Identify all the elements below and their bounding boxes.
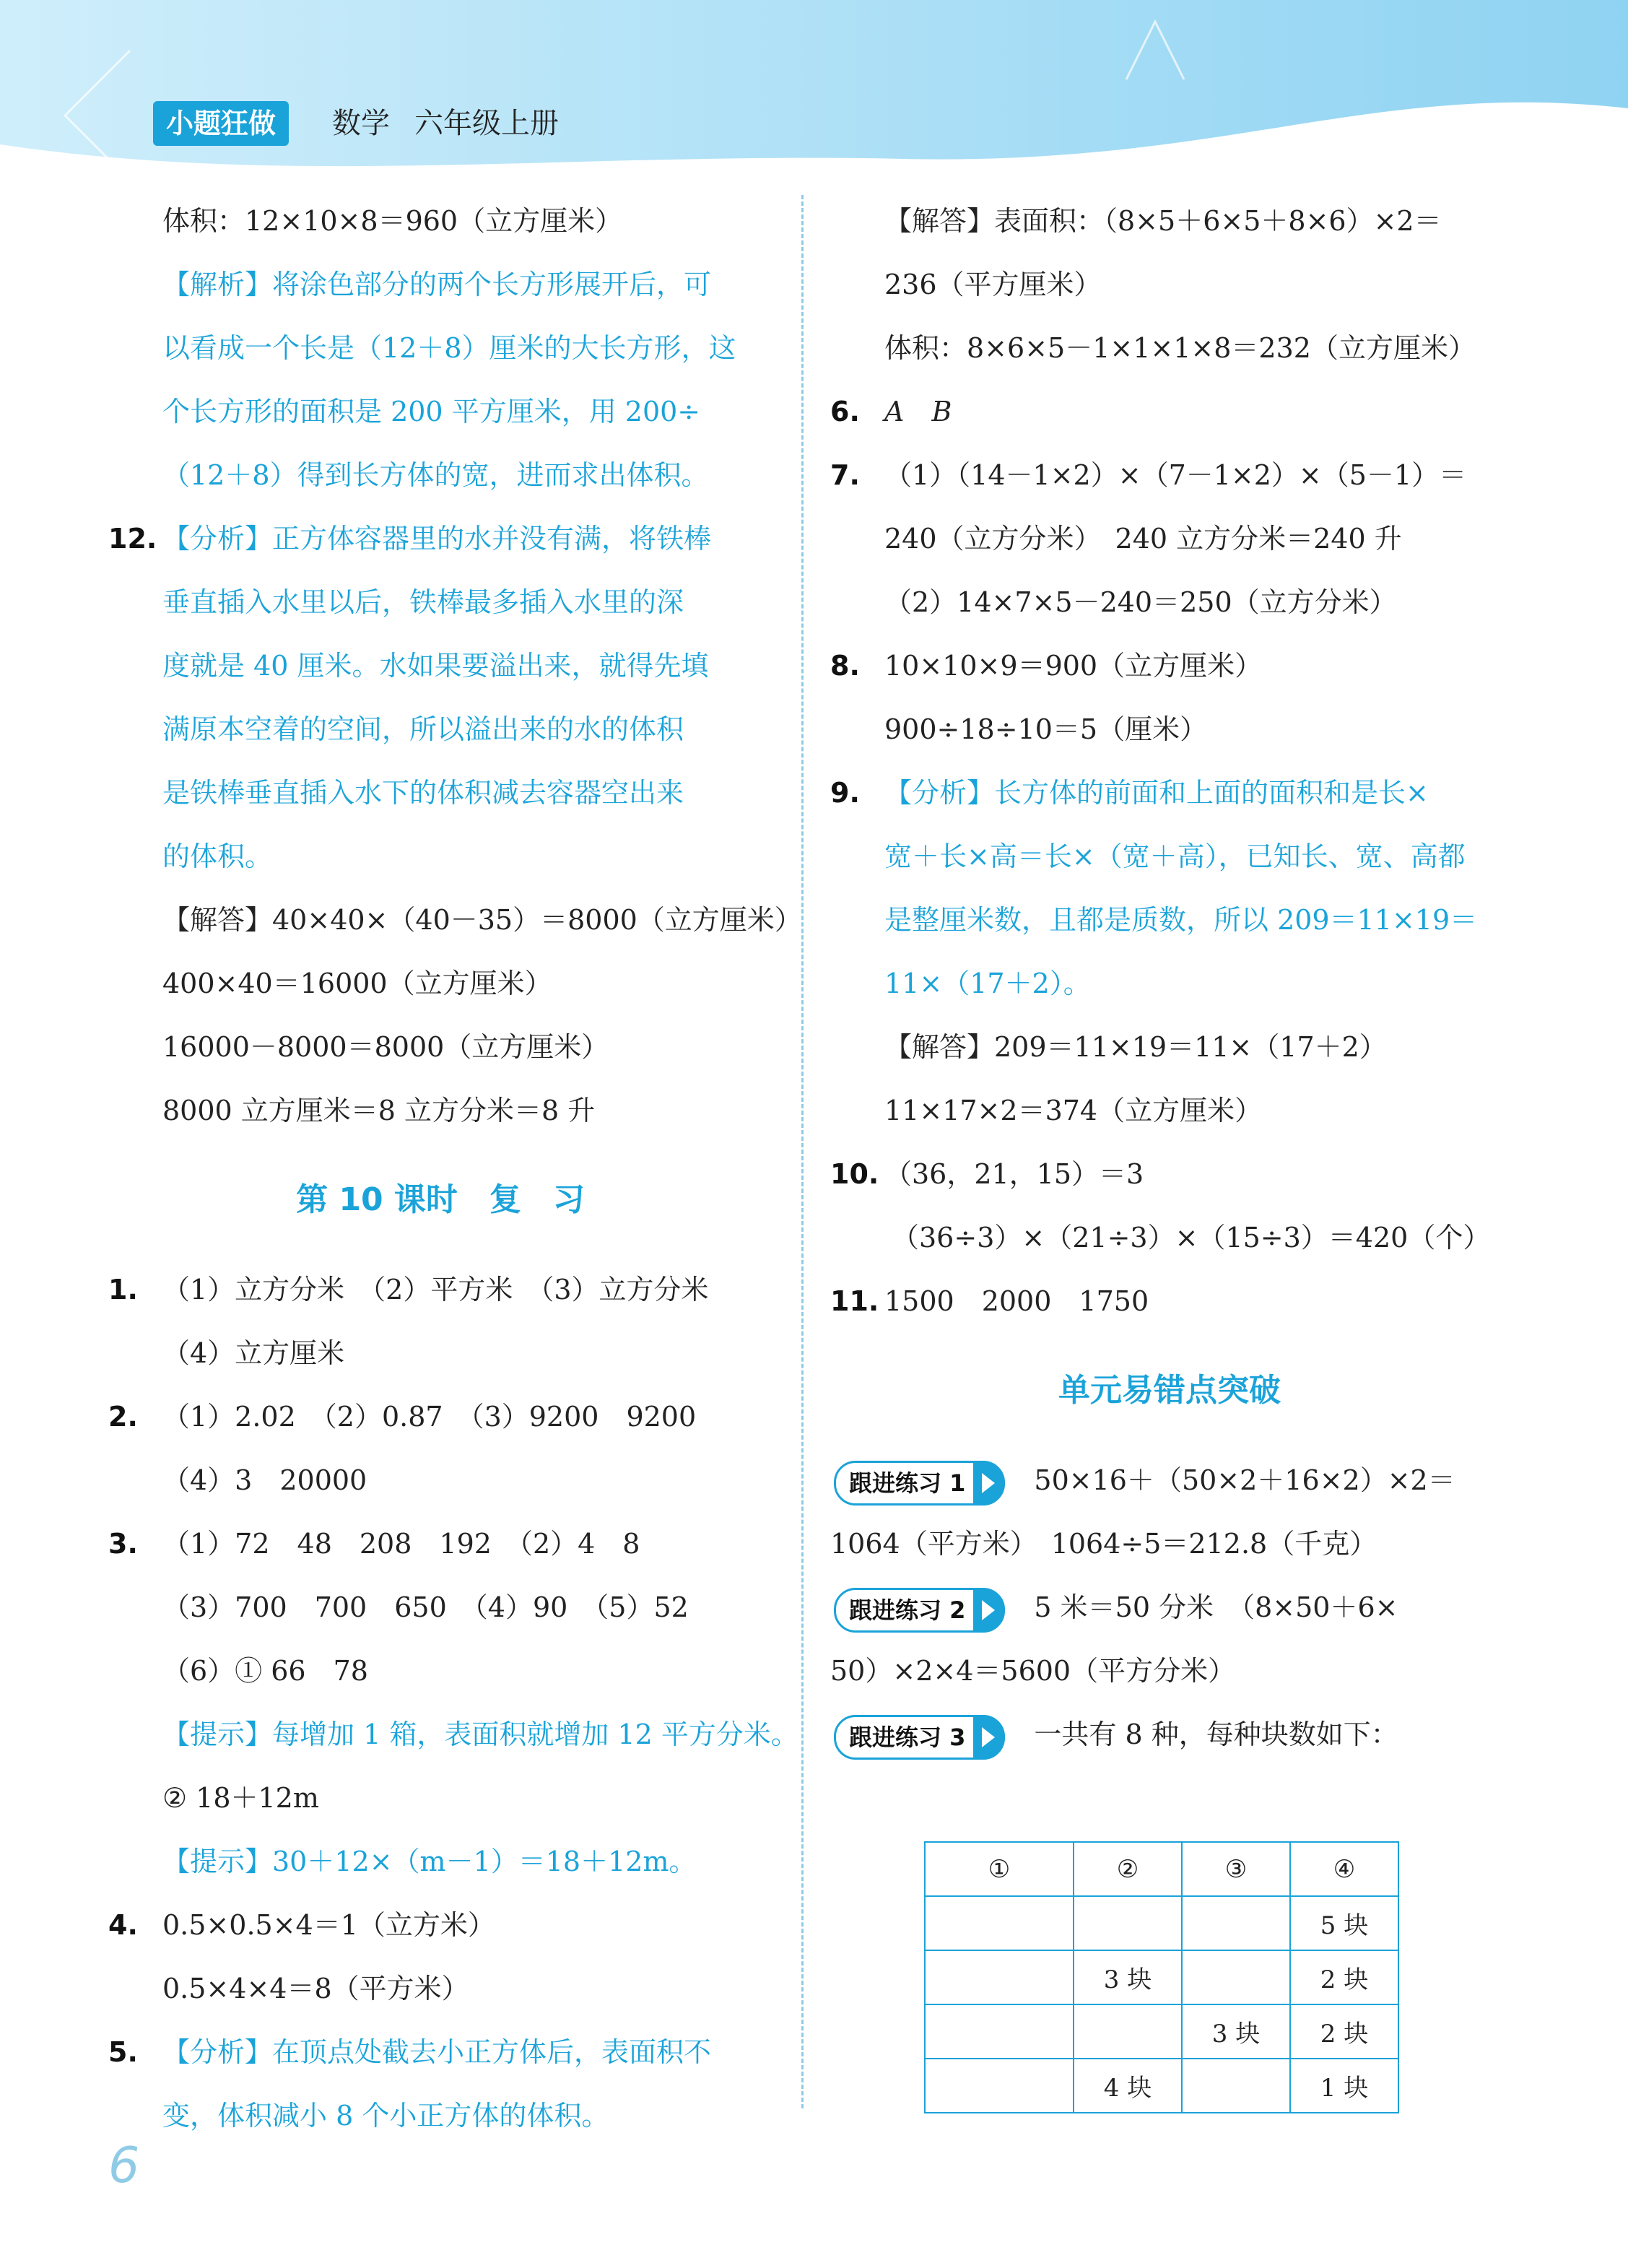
analysis-text: 【分析】长方体的前面和上面的面积和是长×	[884, 777, 1429, 809]
answer-line: 1064（平方米） 1064÷5＝212.8（千克）	[830, 1528, 1377, 1560]
answer-line: （4）立方厘米	[162, 1337, 345, 1369]
table-cell: 5 块	[1290, 1896, 1398, 1950]
section-heading-review: 第 10 课时 复 习	[296, 1181, 585, 1218]
table-cell	[925, 1950, 1074, 2004]
answer-line: 【解答】40×40×（40－35）＝8000（立方厘米）	[162, 904, 802, 936]
book-title	[332, 101, 583, 146]
volume-line: 体积：12×10×8＝960（立方厘米）	[162, 205, 623, 237]
arrow-right-icon	[973, 1715, 1005, 1760]
answer-line: 8000 立方厘米＝8 立方分米＝8 升	[162, 1095, 596, 1126]
table-row	[925, 2004, 1398, 2059]
answer-line: （4）3 20000	[162, 1464, 367, 1496]
table-row	[925, 1896, 1398, 1950]
answer-line: （2）14×7×5－240＝250（立方分米）	[884, 586, 1397, 618]
table-cell	[1182, 1950, 1290, 2004]
question-4	[108, 1893, 772, 1957]
question-8	[830, 634, 1509, 698]
left-column	[108, 189, 802, 2147]
analysis-line: 是整厘米数，且都是质数，所以 209＝11×19＝	[884, 904, 1478, 936]
table-row	[925, 2059, 1398, 2113]
answer-line: 0.5×4×4＝8（平方米）	[162, 1973, 469, 2004]
answer-line: 50）×2×4＝5600（平方分米）	[830, 1655, 1236, 1687]
question-3	[108, 1512, 772, 1576]
grade-label: 六年级上册	[414, 107, 559, 140]
arrow-right-icon	[973, 1461, 1005, 1506]
hint-line: 【提示】30＋12×（m－1）＝18＋12m。	[162, 1846, 697, 1877]
table-cell: 2 块	[1290, 2004, 1398, 2059]
table-cell	[1074, 2004, 1182, 2059]
answer-line: （6）① 66 78	[162, 1655, 368, 1687]
analysis-line: （12＋8）得到长方体的宽，进而求出体积。	[162, 459, 709, 491]
table-cell: 3 块	[1182, 2004, 1290, 2059]
table-header: ③	[1182, 1842, 1290, 1896]
question-number: 11.	[830, 1285, 879, 1317]
table-row	[925, 1950, 1398, 2004]
question-number: 10.	[830, 1158, 879, 1190]
answer-text: （1）（14－1×2）×（7－1×2）×（5－1）＝	[884, 459, 1467, 491]
analysis-line: 的体积。	[162, 840, 273, 872]
answer-text: （1）72 48 208 192 （2）4 8	[162, 1528, 640, 1560]
practice-badge-label: 跟进练习 3	[849, 1723, 966, 1751]
question-9	[830, 761, 1509, 825]
answer-text: （1）2.02 （2）0.87 （3）9200 9200	[162, 1401, 697, 1433]
answer-line: 236（平方厘米）	[884, 269, 1102, 300]
question-12	[108, 507, 772, 570]
question-10	[830, 1142, 1509, 1206]
question-11	[830, 1269, 1509, 1333]
table-header: ①	[925, 1842, 1074, 1896]
practice-badge-2	[834, 1588, 1005, 1633]
question-number: 2.	[108, 1401, 138, 1433]
table-cell	[1074, 1896, 1182, 1950]
practice-2	[830, 1576, 1509, 1639]
section-heading-error-points: 单元易错点突破	[1058, 1372, 1281, 1409]
question-number: 9.	[830, 777, 860, 809]
question-number: 8.	[830, 650, 860, 682]
answer-line: 240（立方分米） 240 立方分米＝240 升	[884, 523, 1402, 555]
analysis-line: 垂直插入水里以后，铁棒最多插入水里的深	[162, 586, 684, 618]
analysis-text: 【分析】在顶点处截去小正方体后，表面积不	[162, 2036, 712, 2068]
question-number: 6.	[830, 396, 860, 427]
question-number: 5.	[108, 2036, 138, 2068]
answer-line: 11×17×2＝374（立方厘米）	[884, 1095, 1263, 1126]
table-cell: 3 块	[1074, 1950, 1182, 2004]
answer-line: 【解答】表面积：（8×5＋6×5＋8×6）×2＝	[884, 205, 1442, 237]
answer-line: 400×40＝16000（立方厘米）	[162, 968, 552, 999]
question-5	[108, 2020, 772, 2084]
series-badge: 小题狂做	[153, 101, 289, 146]
table-header-row	[925, 1842, 1398, 1896]
analysis-line: 满原本空着的空间，所以溢出来的水的体积	[162, 713, 684, 745]
answer-line: 体积：8×6×5－1×1×1×8＝232（立方厘米）	[884, 332, 1476, 364]
question-number: 3.	[108, 1528, 138, 1560]
column-divider	[801, 195, 804, 2108]
analysis-line: 宽＋长×高＝长×（宽＋高），已知长、宽、高都	[884, 840, 1466, 872]
right-column	[830, 189, 1509, 1766]
answer-line: （3）700 700 650 （4）90 （5）52	[162, 1591, 689, 1623]
question-2	[108, 1385, 772, 1448]
answer-text: 0.5×0.5×4＝1（立方米）	[162, 1909, 495, 1941]
answer-text: A B	[884, 396, 952, 427]
answer-text: （36，21，15）＝3	[884, 1158, 1144, 1190]
table-cell	[925, 2004, 1074, 2059]
analysis-line: 是铁棒垂直插入水下的体积减去容器空出来	[162, 777, 684, 809]
table-cell	[1182, 2059, 1290, 2113]
analysis-line: 以看成一个长是（12＋8）厘米的大长方形，这	[162, 332, 736, 364]
answer-line: 16000－8000＝8000（立方厘米）	[162, 1031, 609, 1063]
answer-line: （36÷3）×（21÷3）×（15÷3）＝420（个）	[892, 1222, 1491, 1254]
answer-text: 10×10×9＝900（立方厘米）	[884, 650, 1263, 682]
table-cell	[1182, 1896, 1290, 1950]
analysis-line: 个长方形的面积是 200 平方厘米，用 200÷	[162, 396, 701, 427]
question-6	[830, 380, 1509, 443]
question-7	[830, 443, 1509, 507]
practice-badge-label: 跟进练习 2	[849, 1596, 966, 1624]
question-number: 12.	[108, 523, 157, 555]
analysis-line: 【解析】将涂色部分的两个长方形展开后，可	[162, 269, 712, 300]
block-count-table	[924, 1841, 1399, 2113]
practice-badge-3	[834, 1715, 1005, 1760]
table-cell: 2 块	[1290, 1950, 1398, 2004]
subject-label: 数学	[332, 107, 390, 140]
question-number: 1.	[108, 1274, 138, 1305]
analysis-line: 11×（17＋2）。	[884, 968, 1091, 999]
page-number: 6	[108, 2137, 140, 2194]
answer-text: 一共有 8 种，每种块数如下：	[1034, 1719, 1398, 1750]
answer-text: 5 米＝50 分米 （8×50＋6×	[1034, 1591, 1398, 1623]
table-cell	[925, 2059, 1074, 2113]
table-cell	[925, 1896, 1074, 1950]
table-header: ②	[1074, 1842, 1182, 1896]
practice-badge-1	[834, 1461, 1005, 1506]
table-header: ④	[1290, 1842, 1398, 1896]
answer-line: ② 18＋12m	[162, 1782, 319, 1814]
answer-line: 900÷18÷10＝5（厘米）	[884, 713, 1208, 745]
question-number: 7.	[830, 459, 860, 491]
analysis-line: 度就是 40 厘米。水如果要溢出来，就得先填	[162, 650, 709, 682]
practice-3	[830, 1703, 1509, 1766]
question-1	[108, 1258, 772, 1321]
arrow-right-icon	[973, 1588, 1005, 1633]
analysis-line: 【分析】正方体容器里的水并没有满，将铁棒	[162, 523, 712, 555]
hint-line: 【提示】每增加 1 箱，表面积就增加 12 平方分米。	[162, 1719, 798, 1750]
table-cell: 1 块	[1290, 2059, 1398, 2113]
practice-1	[830, 1448, 1509, 1512]
answer-text: 1500 2000 1750	[884, 1285, 1149, 1317]
answer-line: 【解答】209＝11×19＝11×（17＋2）	[884, 1031, 1387, 1063]
table-cell: 4 块	[1074, 2059, 1182, 2113]
practice-badge-label: 跟进练习 1	[849, 1469, 966, 1497]
answer-text: 50×16＋（50×2＋16×2）×2＝	[1034, 1464, 1455, 1496]
answer-text: （1）立方分米 （2）平方米 （3）立方分米	[162, 1274, 709, 1305]
analysis-line: 变，体积减小 8 个小正方体的体积。	[162, 2100, 609, 2132]
question-number: 4.	[108, 1909, 138, 1941]
